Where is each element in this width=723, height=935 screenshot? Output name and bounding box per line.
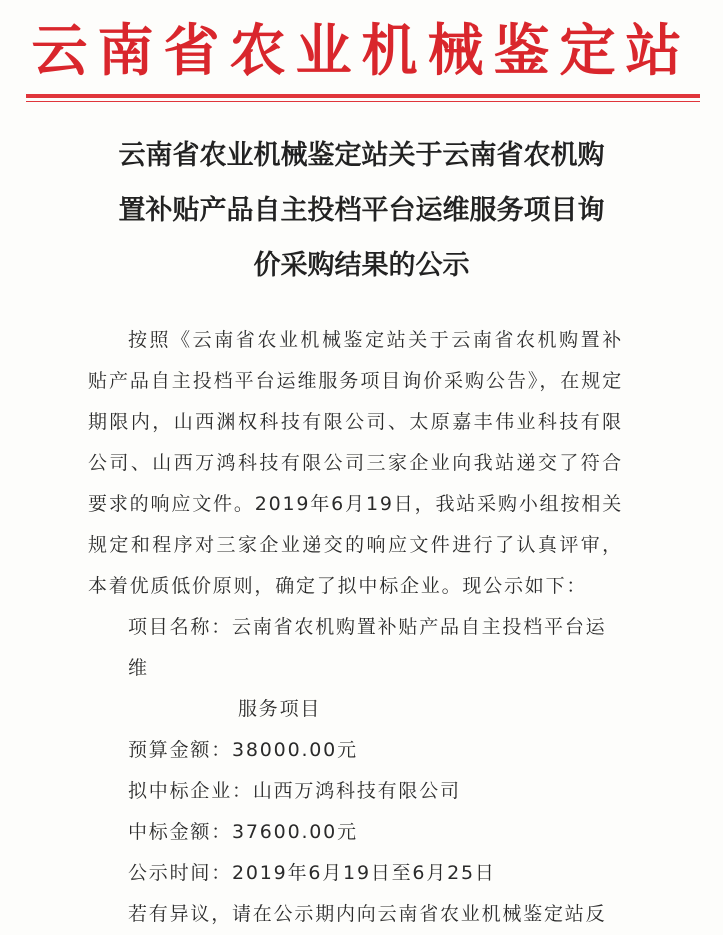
winner-label: 拟中标企业：	[128, 780, 253, 802]
bid-amount-value: 37600.00元	[232, 821, 358, 843]
title-line: 置补贴产品自主投档平台运维服务项目询	[118, 195, 605, 226]
document-body	[88, 320, 623, 935]
winner-value: 山西万鸿科技有限公司	[252, 780, 461, 802]
field-period	[88, 853, 623, 894]
project-name-value-continued: 服务项目	[238, 698, 322, 720]
title-line: 云南省农业机械鉴定站关于云南省农机购	[118, 140, 605, 171]
budget-value: 38000.00元	[232, 739, 358, 761]
intro-paragraph: 按照《云南省农业机械鉴定站关于云南省农机购置补贴产品自主投档平台运维服务项目询价采购公告》，在规定期限内，山西渊权科技有限公司、太原嘉丰伟业科技有限公司、山西万鸿科技有限公司三家企业向我站递交了符合要求的响应文件。2019年6月19日，我站采购小组按相关规定和程序对三家企业递交的响应文件进行了认真评审，本着优质低价原则，确定了拟中标企业。现公示如下：	[88, 329, 623, 597]
letterhead-rule-thick	[26, 94, 700, 98]
project-name-label: 项目名称：	[128, 616, 233, 638]
period-value: 2019年6月19日至6月25日	[232, 862, 496, 884]
budget-label: 预算金额：	[128, 739, 233, 761]
field-budget	[88, 730, 623, 771]
bid-amount-label: 中标金额：	[128, 821, 233, 843]
title-line: 价采购结果的公示	[253, 250, 470, 281]
project-name-value: 云南省农机购置补贴产品自主投档平台运维	[128, 616, 607, 679]
closing-paragraph: 若有异议，请在公示期内向云南省农业机械鉴定站反	[128, 903, 607, 925]
document-title	[0, 128, 723, 293]
field-bid-amount	[88, 812, 623, 853]
letterhead-rule-thin	[26, 101, 700, 102]
letterhead-org-name: 云南省农业机械鉴定站	[31, 18, 692, 84]
field-winner	[88, 771, 623, 812]
period-label: 公示时间：	[128, 862, 233, 884]
field-project-name	[88, 607, 623, 730]
